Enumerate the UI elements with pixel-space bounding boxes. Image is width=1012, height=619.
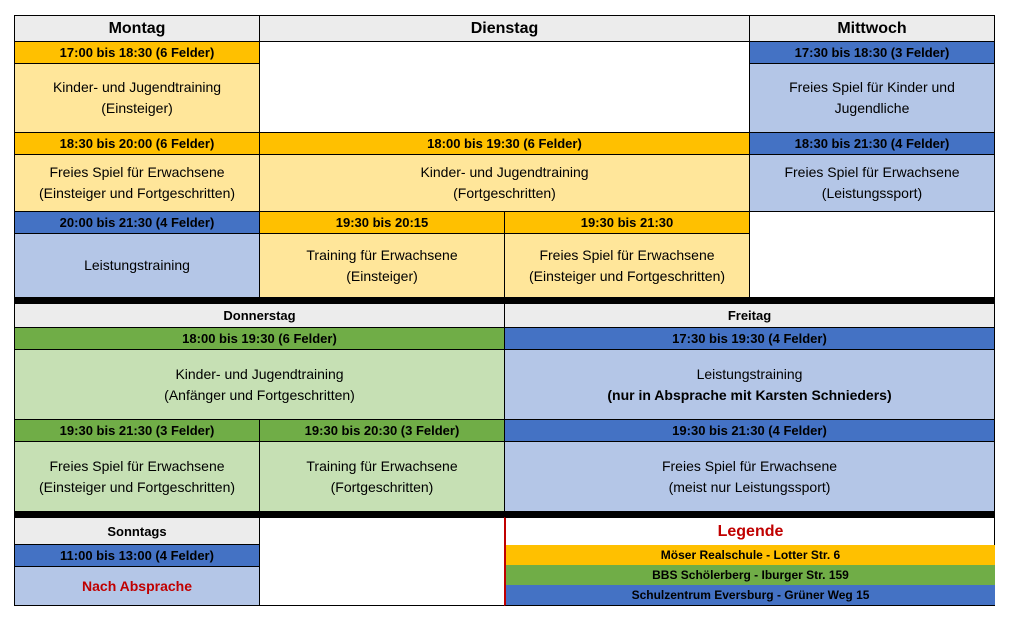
slot-title: Training für Erwachsene — [306, 457, 458, 474]
slot-subtitle: (Fortgeschritten) — [453, 185, 556, 201]
slot-title: Nach Absprache — [82, 577, 192, 594]
day-label: Donnerstag — [223, 308, 296, 323]
donnerstag-slot-3-body — [259, 441, 505, 512]
donnerstag-slot-1-time — [14, 327, 505, 350]
slot-title: Kinder- und Jugendtraining — [175, 365, 344, 382]
slot-subtitle: (Einsteiger) — [346, 267, 418, 284]
day-label: Mittwoch — [837, 19, 907, 37]
montag-slot-2-body — [14, 154, 260, 212]
slot-title: Freies Spiel für Erwachsene — [661, 457, 838, 474]
dienstag-slot-3-body — [504, 233, 750, 298]
sonntags-slot-1-time — [14, 544, 260, 567]
slot-title: Training für Erwachsene — [306, 246, 458, 263]
legend-item-label: Möser Realschule - Lotter Str. 6 — [660, 548, 841, 562]
day-header-sonntags — [14, 517, 260, 545]
dienstag-slot-3-time — [504, 211, 750, 234]
montag-slot-1-body — [14, 63, 260, 133]
mittwoch-slot-1-time — [749, 41, 995, 64]
slot-subtitle: (Einsteiger und Fortgeschritten) — [38, 478, 236, 495]
legend-item-label: Schulzentrum Eversburg - Grüner Weg 15 — [631, 588, 870, 602]
day-header-montag — [14, 15, 260, 42]
sonntags-slot-1-body — [14, 566, 260, 606]
donnerstag-slot-2-time — [14, 419, 260, 442]
slot-subtitle: (meist nur Leistungssport) — [668, 478, 831, 495]
legend — [504, 517, 995, 606]
freitag-slot-1-body — [504, 349, 995, 420]
slot-time: 18:00 bis 19:30 (6 Felder) — [427, 136, 582, 151]
slot-title: Freies Spiel für Kinder und — [789, 79, 955, 95]
day-label: Montag — [108, 19, 166, 37]
slot-time: 18:30 bis 21:30 (4 Felder) — [794, 136, 950, 151]
slot-title: Freies Spiel für Erwachsene — [784, 164, 960, 180]
slot-time: 19:30 bis 21:30 (4 Felder) — [672, 423, 827, 438]
day-header-donnerstag — [14, 303, 505, 328]
dienstag-empty-cell — [259, 41, 750, 133]
mittwoch-slot-1-body — [749, 63, 995, 133]
mittwoch-empty-cell — [749, 211, 995, 298]
slot-time: 20:00 bis 21:30 (4 Felder) — [59, 215, 215, 230]
donnerstag-slot-3-time — [259, 419, 505, 442]
day-header-dienstag — [259, 15, 750, 42]
slot-subtitle: (Einsteiger und Fortgeschritten) — [528, 267, 726, 284]
slot-time: 18:00 bis 19:30 (6 Felder) — [182, 331, 337, 346]
freitag-slot-2-body — [504, 441, 995, 512]
day-header-freitag — [504, 303, 995, 328]
mittwoch-slot-2-time — [749, 132, 995, 155]
slot-time: 11:00 bis 13:00 (4 Felder) — [60, 548, 214, 563]
slot-title: Kinder- und Jugendtraining — [52, 79, 222, 95]
legend-title-text: Legende — [717, 523, 784, 540]
legend-title — [506, 518, 995, 546]
slot-subtitle: (Anfänger und Fortgeschritten) — [164, 386, 355, 403]
slot-title: Leistungstraining — [696, 365, 803, 382]
slot-title: Leistungstraining — [84, 257, 190, 273]
slot-title: Kinder- und Jugendtraining — [420, 164, 589, 180]
legend-item-label: BBS Schölerberg - Iburger Str. 159 — [652, 568, 849, 582]
montag-slot-2-time — [14, 132, 260, 155]
slot-title: Freies Spiel für Erwachsene — [49, 457, 225, 474]
slot-title: Freies Spiel für Erwachsene — [539, 246, 715, 263]
slot-subtitle: (Leistungssport) — [821, 185, 923, 201]
day-label: Dienstag — [470, 19, 539, 37]
slot-time: 19:30 bis 20:30 (3 Felder) — [304, 423, 460, 438]
slot-subtitle: (Einsteiger und Fortgeschritten) — [38, 185, 236, 201]
donnerstag-slot-1-body — [14, 349, 505, 420]
mittwoch-slot-2-body — [749, 154, 995, 212]
montag-slot-1-time — [14, 41, 260, 64]
slot-time: 17:00 bis 18:30 (6 Felder) — [59, 45, 215, 60]
legend-item-bbs — [506, 565, 995, 585]
slot-title: Freies Spiel für Erwachsene — [49, 164, 225, 180]
donnerstag-slot-2-body — [14, 441, 260, 512]
sonntags-empty-cell — [259, 517, 505, 606]
slot-time: 19:30 bis 21:30 (3 Felder) — [59, 423, 215, 438]
freitag-slot-2-time — [504, 419, 995, 442]
dienstag-slot-1-time — [259, 132, 750, 155]
day-label: Sonntags — [107, 523, 167, 539]
slot-subtitle: (Fortgeschritten) — [330, 478, 434, 495]
dienstag-slot-2-body — [259, 233, 505, 298]
montag-slot-3-body — [14, 233, 260, 298]
slot-time: 17:30 bis 19:30 (4 Felder) — [672, 331, 827, 346]
dienstag-slot-1-body — [259, 154, 750, 212]
slot-subtitle: (Einsteiger) — [101, 100, 173, 116]
day-header-mittwoch — [749, 15, 995, 42]
freitag-slot-1-time — [504, 327, 995, 350]
slot-time: 19:30 bis 20:15 — [335, 215, 429, 230]
slot-time: 19:30 bis 21:30 — [580, 215, 674, 230]
slot-subtitle: Jugendliche — [834, 100, 910, 116]
legend-item-eversburg — [506, 585, 995, 605]
slot-subtitle: (nur in Absprache mit Karsten Schnieders) — [607, 386, 892, 403]
day-label: Freitag — [727, 308, 772, 323]
slot-time: 17:30 bis 18:30 (3 Felder) — [794, 45, 950, 60]
legend-item-moeser — [506, 545, 995, 565]
dienstag-slot-2-time — [259, 211, 505, 234]
slot-time: 18:30 bis 20:00 (6 Felder) — [59, 136, 215, 151]
montag-slot-3-time — [14, 211, 260, 234]
